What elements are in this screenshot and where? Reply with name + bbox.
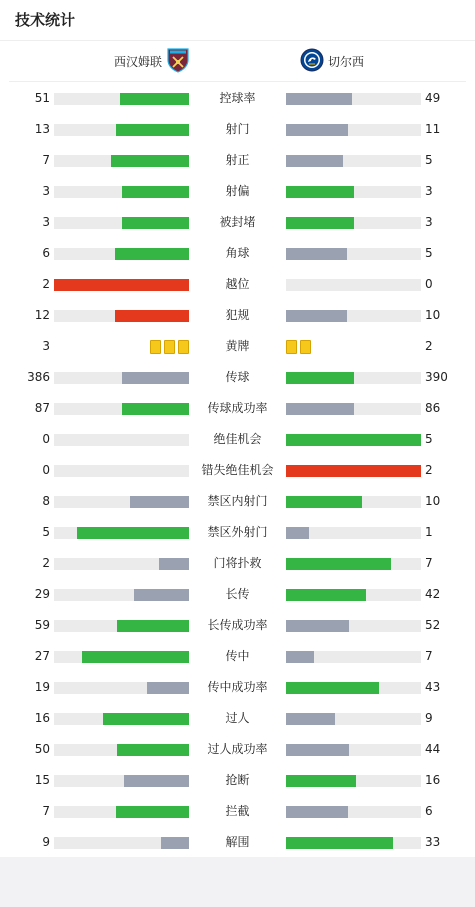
home-stat-bar — [54, 620, 189, 632]
home-stat-bar-fill — [117, 620, 189, 632]
home-stat-bar-fill — [159, 558, 189, 570]
home-team-name: 西汉姆联 — [114, 54, 163, 69]
away-stat-value: 16 — [425, 773, 441, 787]
home-stat-value: 29 — [34, 587, 50, 601]
away-stat-bar-fill — [286, 217, 354, 229]
home-stat-bar-fill — [122, 372, 190, 384]
home-stat-bar-fill — [77, 527, 189, 539]
home-stat-value: 2 — [42, 556, 50, 570]
home-stat-bar-fill — [116, 806, 189, 818]
home-stat-value: 87 — [34, 401, 50, 415]
stat-row — [0, 114, 475, 145]
away-stat-bar — [286, 248, 421, 260]
stat-label: 禁区内射门 — [207, 494, 268, 508]
stat-row — [0, 703, 475, 734]
away-stat-bar-fill — [286, 186, 354, 198]
away-stat-value: 43 — [425, 680, 441, 694]
home-stat-value: 51 — [34, 91, 50, 105]
home-stat-bar-fill — [130, 496, 189, 508]
stat-label: 过人 — [225, 711, 250, 725]
away-stat-bar — [286, 775, 421, 787]
home-stat-bar — [54, 124, 189, 136]
home-stat-value: 12 — [34, 308, 50, 322]
stat-label: 控球率 — [219, 91, 256, 105]
stat-row — [0, 145, 475, 176]
away-stat-value: 2 — [425, 463, 433, 477]
home-stat-bar — [54, 248, 189, 260]
away-stat-bar — [286, 558, 421, 570]
away-stat-value: 2 — [425, 339, 433, 353]
away-stat-value: 6 — [425, 804, 433, 818]
stat-label: 角球 — [225, 246, 250, 260]
stat-label: 被封堵 — [219, 215, 256, 229]
stat-label: 过人成功率 — [207, 742, 268, 756]
home-stat-bar-fill — [134, 589, 189, 601]
away-stat-value: 390 — [425, 370, 448, 384]
home-stat-bar-fill — [82, 651, 189, 663]
away-stat-bar-fill — [286, 558, 391, 570]
away-stat-bar — [286, 465, 421, 477]
stat-row — [0, 300, 475, 331]
away-stat-bar-fill — [286, 620, 349, 632]
home-stat-value: 3 — [42, 184, 50, 198]
stat-label: 门将扑救 — [213, 556, 262, 570]
home-stat-bar-fill — [115, 310, 189, 322]
yellow-card-icon — [286, 340, 297, 354]
stat-row — [0, 672, 475, 703]
stat-row — [0, 362, 475, 393]
stat-label: 传中成功率 — [207, 680, 268, 694]
home-stat-bar — [54, 527, 189, 539]
home-stat-value: 3 — [42, 215, 50, 229]
away-stat-value: 10 — [425, 308, 441, 322]
west-ham-crest-icon — [166, 47, 190, 76]
away-stat-value: 44 — [425, 742, 441, 756]
home-stat-value: 59 — [34, 618, 50, 632]
stat-label: 长传 — [225, 587, 250, 601]
stat-label: 禁区外射门 — [207, 525, 268, 539]
home-stat-bar-fill — [122, 217, 190, 229]
away-stat-bar-fill — [286, 434, 421, 446]
stat-row — [0, 641, 475, 672]
home-stat-value: 7 — [42, 153, 50, 167]
stat-label: 抢断 — [225, 773, 250, 787]
away-stat-value: 5 — [425, 246, 433, 260]
away-stat-bar — [286, 155, 421, 167]
home-stat-bar-fill — [122, 186, 190, 198]
stat-row — [0, 176, 475, 207]
stat-label: 犯规 — [225, 308, 250, 322]
away-stat-value: 10 — [425, 494, 441, 508]
stat-label: 射偏 — [225, 184, 250, 198]
home-stat-bar-fill — [117, 744, 189, 756]
home-stat-value: 0 — [42, 432, 50, 446]
away-stat-bar-fill — [286, 465, 421, 477]
home-stat-bar — [54, 806, 189, 818]
away-stat-value: 0 — [425, 277, 433, 291]
away-stat-bar-fill — [286, 651, 314, 663]
away-stat-value: 9 — [425, 711, 433, 725]
home-stat-bar-fill — [120, 93, 189, 105]
stat-row — [0, 827, 475, 858]
away-stat-value: 49 — [425, 91, 441, 105]
home-stat-value: 19 — [34, 680, 50, 694]
away-stat-bar-fill — [286, 310, 347, 322]
away-stat-value: 42 — [425, 587, 441, 601]
home-stat-bar-fill — [54, 279, 189, 291]
home-stat-bar — [54, 186, 189, 198]
home-stat-bar — [54, 403, 189, 415]
home-stat-value: 13 — [34, 122, 50, 136]
away-stat-bar — [286, 434, 421, 446]
away-stat-bar — [286, 372, 421, 384]
home-stat-value: 386 — [27, 370, 50, 384]
stat-label: 传中 — [225, 649, 250, 663]
away-team-name: 切尔西 — [328, 54, 365, 69]
home-yellow-cards — [150, 340, 189, 354]
home-stat-bar — [54, 775, 189, 787]
away-stat-bar — [286, 217, 421, 229]
home-stat-bar-fill — [122, 403, 190, 415]
home-stat-value: 50 — [34, 742, 50, 756]
stat-row — [0, 548, 475, 579]
home-stat-bar-fill — [116, 124, 189, 136]
home-stat-value: 3 — [42, 339, 50, 353]
home-stat-value: 2 — [42, 277, 50, 291]
home-stat-bar — [54, 93, 189, 105]
stat-label: 黄牌 — [225, 339, 250, 353]
home-stat-bar — [54, 558, 189, 570]
yellow-card-icon — [178, 340, 189, 354]
away-stat-bar-fill — [286, 403, 354, 415]
stat-label: 绝佳机会 — [213, 432, 262, 446]
away-stat-value: 86 — [425, 401, 441, 415]
home-stat-bar — [54, 217, 189, 229]
yellow-card-icon — [300, 340, 311, 354]
away-stat-bar-fill — [286, 496, 362, 508]
stat-row — [0, 610, 475, 641]
away-stat-value: 3 — [425, 184, 433, 198]
away-stat-bar — [286, 744, 421, 756]
stat-row — [0, 734, 475, 765]
home-stat-bar — [54, 372, 189, 384]
away-stat-value: 52 — [425, 618, 441, 632]
home-stat-value: 6 — [42, 246, 50, 260]
stat-row — [0, 455, 475, 486]
home-stat-bar — [54, 465, 189, 477]
home-team[interactable] — [114, 47, 190, 75]
home-stat-bar — [54, 682, 189, 694]
away-stat-bar-fill — [286, 744, 349, 756]
away-stat-bar — [286, 403, 421, 415]
away-stat-bar — [286, 620, 421, 632]
team-header — [9, 41, 466, 82]
stat-label: 长传成功率 — [207, 618, 268, 632]
away-stat-value: 3 — [425, 215, 433, 229]
stat-label: 拦截 — [225, 804, 250, 818]
stat-label: 传球成功率 — [207, 401, 268, 415]
away-stat-bar — [286, 310, 421, 322]
away-stat-bar — [286, 837, 421, 849]
home-stat-bar — [54, 279, 189, 291]
home-stat-bar — [54, 744, 189, 756]
home-stat-value: 16 — [34, 711, 50, 725]
home-stat-bar — [54, 589, 189, 601]
home-stat-value: 27 — [34, 649, 50, 663]
away-stat-bar — [286, 186, 421, 198]
stat-row — [0, 796, 475, 827]
away-stat-bar — [286, 93, 421, 105]
stats-list — [0, 83, 475, 858]
home-stat-bar-fill — [111, 155, 189, 167]
stat-label: 越位 — [225, 277, 250, 291]
away-stat-bar — [286, 651, 421, 663]
away-stat-bar — [286, 682, 421, 694]
home-stat-bar-fill — [147, 682, 189, 694]
home-stat-bar — [54, 310, 189, 322]
home-stat-bar — [54, 434, 189, 446]
away-stat-value: 7 — [425, 556, 433, 570]
away-stat-bar-fill — [286, 837, 393, 849]
stat-row — [0, 393, 475, 424]
yellow-card-icon — [150, 340, 161, 354]
away-stat-bar — [286, 806, 421, 818]
away-stat-value: 7 — [425, 649, 433, 663]
home-stat-bar — [54, 155, 189, 167]
stat-label: 射正 — [225, 153, 250, 167]
stat-row — [0, 517, 475, 548]
away-stat-value: 5 — [425, 153, 433, 167]
stat-row — [0, 579, 475, 610]
away-stat-bar — [286, 589, 421, 601]
stat-label: 传球 — [225, 370, 250, 384]
home-stat-value: 7 — [42, 804, 50, 818]
away-stat-bar-fill — [286, 713, 335, 725]
away-stat-bar-fill — [286, 248, 347, 260]
stat-row — [0, 207, 475, 238]
stat-row — [0, 486, 475, 517]
stat-row — [0, 331, 475, 362]
away-stat-bar-fill — [286, 806, 348, 818]
away-stat-bar-fill — [286, 372, 354, 384]
stat-row — [0, 83, 475, 114]
home-stat-value: 15 — [34, 773, 50, 787]
stat-row — [0, 424, 475, 455]
away-stat-value: 33 — [425, 835, 441, 849]
yellow-card-icon — [164, 340, 175, 354]
home-stat-value: 8 — [42, 494, 50, 508]
away-stat-bar — [286, 496, 421, 508]
away-stat-bar-fill — [286, 775, 356, 787]
home-stat-bar-fill — [115, 248, 189, 260]
away-stat-bar-fill — [286, 124, 348, 136]
stat-row — [0, 765, 475, 796]
home-stat-bar — [54, 713, 189, 725]
page-title: 技术统计 — [0, 0, 475, 41]
stat-row — [0, 269, 475, 300]
home-stat-value: 0 — [42, 463, 50, 477]
away-stat-value: 5 — [425, 432, 433, 446]
away-stat-bar — [286, 527, 421, 539]
chelsea-crest-icon — [300, 48, 324, 75]
home-stat-bar — [54, 837, 189, 849]
home-stat-bar-fill — [103, 713, 189, 725]
home-stat-bar-fill — [161, 837, 189, 849]
away-stat-bar — [286, 124, 421, 136]
stat-label: 错失绝佳机会 — [201, 463, 274, 477]
home-stat-bar — [54, 496, 189, 508]
stat-label: 射门 — [225, 122, 250, 136]
home-stat-value: 9 — [42, 835, 50, 849]
stat-row — [0, 238, 475, 269]
away-stat-bar-fill — [286, 682, 379, 694]
away-stat-value: 1 — [425, 525, 433, 539]
away-stat-bar-fill — [286, 589, 366, 601]
away-stat-bar — [286, 279, 421, 291]
away-stat-bar-fill — [286, 93, 352, 105]
away-stat-bar — [286, 713, 421, 725]
home-stat-bar-fill — [124, 775, 189, 787]
stat-label: 解围 — [225, 835, 250, 849]
away-team[interactable] — [300, 47, 364, 75]
away-stat-bar-fill — [286, 527, 309, 539]
away-yellow-cards — [286, 340, 311, 354]
home-stat-bar — [54, 651, 189, 663]
away-stat-value: 11 — [425, 122, 441, 136]
home-stat-value: 5 — [42, 525, 50, 539]
away-stat-bar-fill — [286, 155, 343, 167]
